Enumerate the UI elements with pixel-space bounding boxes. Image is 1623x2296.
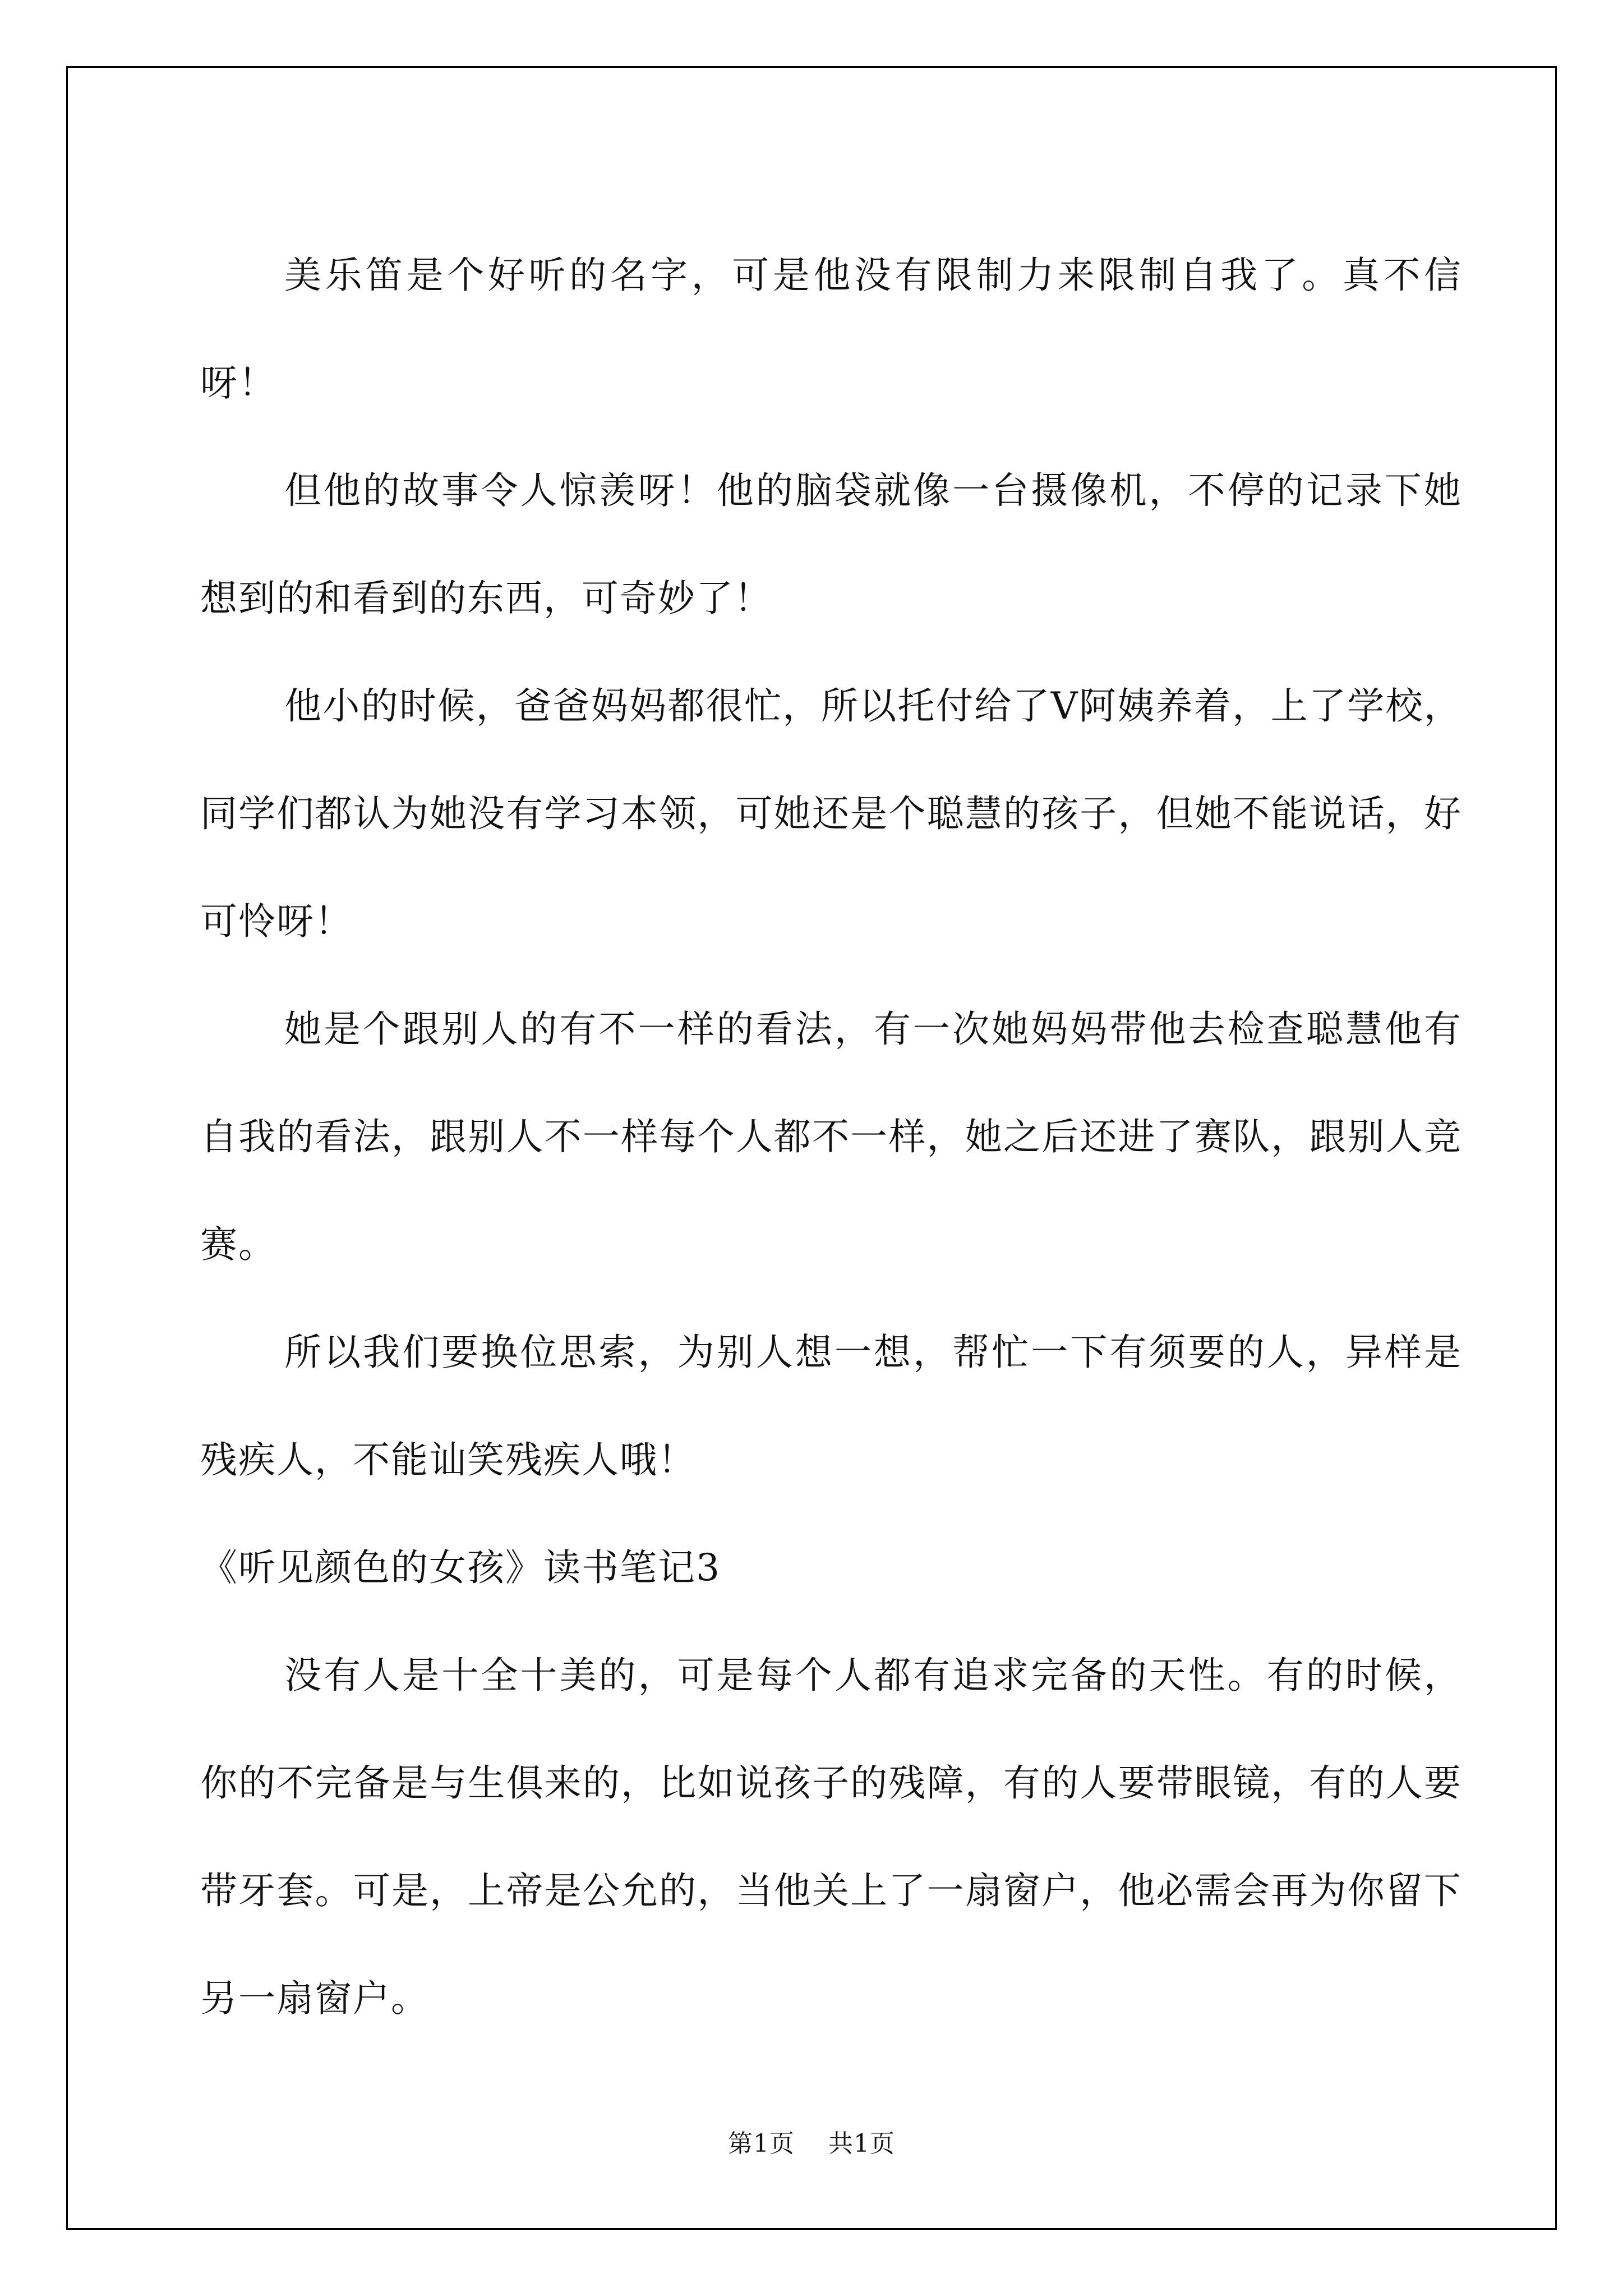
page-footer <box>0 2127 1623 2161</box>
page-total: 共1页 <box>828 2129 895 2158</box>
paragraph: 但他的故事令人惊羡呀！他的脑袋就像一台摄像机，不停的记录下她想到的和看到的东西，可奇妙了！ <box>200 469 1462 620</box>
paragraph: 美乐笛是个好听的名字，可是他没有限制力来限制自我了。真不信呀！ <box>200 254 1462 404</box>
paragraph: 他小的时候，爸爸妈妈都很忙，所以托付给了V阿姨养着，上了学校，同学们都认为她没有学习本领，可她还是个聪慧的孩子，但她不能说话，好可怜呀！ <box>200 684 1462 943</box>
page-number: 第1页 <box>728 2129 795 2158</box>
paragraph: 所以我们要换位思索，为别人想一想，帮忙一下有须要的人，异样是残疾人，不能讪笑残疾人哦！ <box>200 1331 1462 1481</box>
paragraph: 没有人是十全十美的，可是每个人都有追求完备的天性。有的时候，你的不完备是与生俱来的，比如说孩子的残障，有的人要带眼镜，有的人要带牙套。可是，上帝是公允的，当他关上了一扇窗户，他必需会再为你留下另一扇窗户。 <box>200 1654 1462 2020</box>
document-body <box>200 222 1462 2053</box>
section-heading: 《听见颜色的女孩》读书笔记3 <box>200 1546 721 1589</box>
paragraph: 她是个跟别人的有不一样的看法，有一次她妈妈带他去检查聪慧他有自我的看法，跟别人不一样每个人都不一样，她之后还进了赛队，跟别人竞赛。 <box>200 1007 1462 1266</box>
